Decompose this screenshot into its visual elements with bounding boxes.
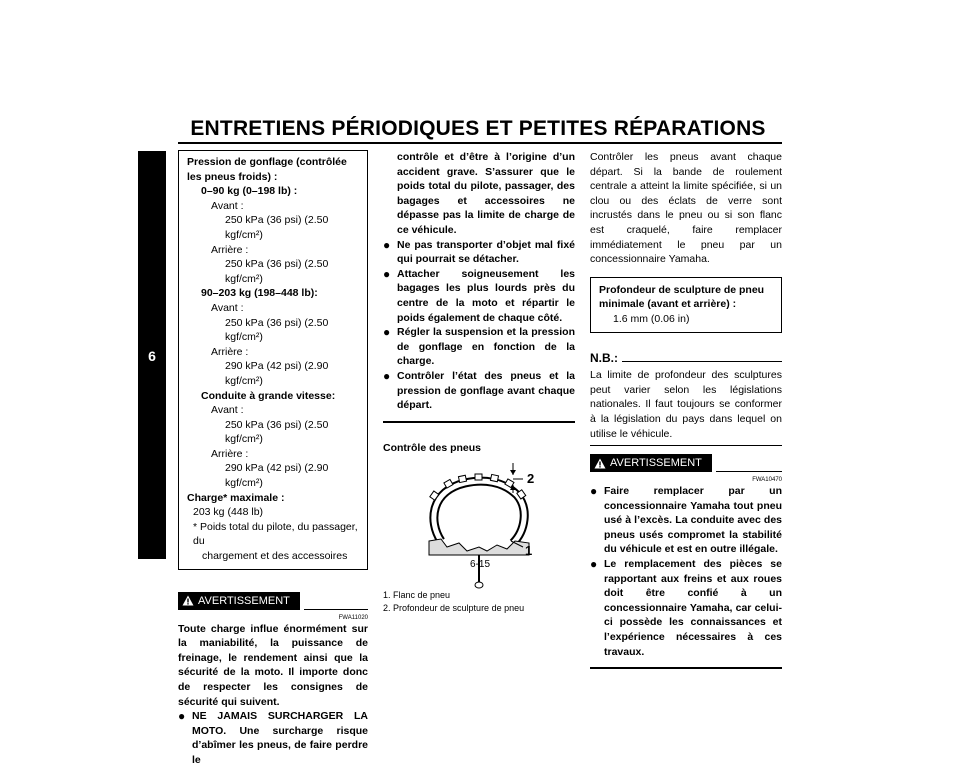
warning-bullet <box>383 238 575 267</box>
column-2 <box>383 150 575 615</box>
warning-end-rule <box>383 421 575 423</box>
range2-rear-label: Arrière : <box>211 345 249 358</box>
warning-bullet <box>383 369 575 413</box>
nb-label: N.B.: <box>590 350 618 365</box>
warning-badge <box>178 592 300 610</box>
warning-rule <box>304 609 368 610</box>
highspeed-rear-value: 290 kPa (42 psi) (2.90 kgf/cm²) <box>225 462 329 490</box>
warning-bullet-text: Le remplacement des pièces se rapportant aux freins et aux roues doit être confié à un concessionnaire Yamaha, car celui-ci possède les connaissances et l’expérience nécessaires à ces travaux. <box>604 558 782 658</box>
nb-text: La limite de profondeur des sculptures peut varier selon les législations nationales. Il faut toujours se conformer à la législation du pays dans lequel on utilise le véhicule. <box>590 369 782 440</box>
nb-rule <box>622 361 782 362</box>
range1-front-value: 250 kPa (36 psi) (2.50 kgf/cm²) <box>225 214 329 241</box>
range1-front-label: Avant : <box>211 199 244 212</box>
highspeed-front-value: 250 kPa (36 psi) (2.50 kgf/cm²) <box>225 418 329 446</box>
warning-bullet-continuation: contrôle et d’être à l’origine d’un accident grave. S’assurer que le poids total du pilote, passager, des bagages et accessoires ne dépasse pas la limite de charge de ce véhicule. <box>397 151 575 236</box>
warning-bullet-text: Attacher soigneusement les bagages les plus lourds près du centre de la moto et répartir le poids également de chaque côté. <box>397 267 575 324</box>
callout-1: 1 <box>525 543 533 559</box>
footnote-line-1: * Poids total du pilote, du passager, du <box>193 520 358 548</box>
page-title: ENTRETIENS PÉRIODIQUES ET PETITES RÉPARATIONS <box>190 117 766 140</box>
bullet-dot-icon: ● <box>590 557 598 572</box>
range1-label: 0–90 kg (0–198 lb) : <box>201 185 298 198</box>
warning-header <box>590 454 782 474</box>
bullet-dot-icon: ● <box>383 266 391 281</box>
figure-caption-1: 1. Flanc de pneu <box>383 590 451 601</box>
tread-depth-spec-box <box>590 277 782 333</box>
bullet-dot-icon: ● <box>383 325 391 340</box>
warning-rule <box>716 471 782 472</box>
tire-check-paragraph: Contrôler les pneus avant chaque départ. Si la bande de roulement centrale a atteint la limite spécifiée, si un clou ou des éclats de verre sont incrustés dans le pneu ou si son flanc est craquelé, faire remplacer immédiatement le pneu par un concessionnaire Yamaha. <box>590 151 782 266</box>
tread-depth-value: 1.6 mm (0.06 in) <box>613 312 690 325</box>
maxload-label: Charge* maximale : <box>187 491 285 504</box>
warning-triangle-icon <box>182 595 194 606</box>
callout-2: 2 <box>527 471 535 487</box>
warning-bullet-text: Contrôler l’état des pneus et la pression de gonflage avant chaque départ. <box>397 369 575 412</box>
bullet-dot-icon: ● <box>178 709 186 724</box>
warning-bullet <box>383 267 575 325</box>
nb-header <box>590 351 782 366</box>
chapter-number: 6 <box>148 348 156 364</box>
spec-heading: Pression de gonflage (contrôlée les pneus froids) : <box>187 156 347 183</box>
warning-header <box>178 592 368 612</box>
warning-badge-label: AVERTISSEMENT <box>610 457 702 470</box>
tire-pressure-spec-box <box>178 150 368 570</box>
bullet-dot-icon: ● <box>383 237 391 252</box>
column-3 <box>590 150 782 669</box>
title-rule <box>178 142 782 144</box>
warning-bullet <box>178 709 368 767</box>
warning-paragraph: Toute charge influe énormément sur la maniabilité, la puissance de freinage, le rendement ainsi que la sécurité de la moto. Il importe donc de respecter les consignes de sécurité qui suivent. <box>178 622 368 708</box>
range1-rear-label: Arrière : <box>211 243 249 256</box>
bullet-dot-icon: ● <box>590 484 598 499</box>
highspeed-rear-label: Arrière : <box>211 447 249 460</box>
warning-bullet <box>383 325 575 369</box>
warning-bullet-text: Régler la suspension et la pression de gonflage en fonction de la charge. <box>397 326 575 368</box>
range1-rear-value: 250 kPa (36 psi) (2.50 kgf/cm²) <box>225 258 329 285</box>
page-number: 6-15 <box>469 559 490 570</box>
warning-bullet-text: Faire remplacer par un concessionnaire Yamaha tout pneu usé à l’excès. La conduite avec des pneus usés compromet la stabilité du véhicule et est en outre illégale. <box>604 485 782 556</box>
warning-bullet-text: Ne pas transporter d’objet mal fixé qui pourrait se détacher. <box>397 238 575 266</box>
tire-check-heading: Contrôle des pneus <box>383 441 482 454</box>
nb-end-rule <box>590 445 782 446</box>
warning-badge <box>590 454 712 472</box>
column-1 <box>178 150 368 768</box>
highspeed-front-label: Avant : <box>211 404 244 417</box>
maxload-value: 203 kg (448 lb) <box>193 506 264 519</box>
warning-bullet-text: NE JAMAIS SURCHARGER LA MOTO. Une surcharge risque d’abîmer les pneus, de faire perdre le <box>192 710 368 766</box>
warning-bullet <box>590 484 782 557</box>
range2-label: 90–203 kg (198–448 lb): <box>201 287 318 300</box>
footnote-line-2: chargement et des accessoires <box>202 550 348 563</box>
range2-front-label: Avant : <box>211 301 244 314</box>
warning-bullet <box>590 557 782 659</box>
warning-code: FWA10470 <box>752 477 782 484</box>
warning-end-rule <box>590 667 782 669</box>
highspeed-label: Conduite à grande vitesse: <box>201 389 336 402</box>
warning-code: FWA11020 <box>338 614 368 621</box>
tread-depth-heading: Profondeur de sculpture de pneu minimale (avant et arrière) : <box>599 283 765 311</box>
range2-front-value: 250 kPa (36 psi) (2.50 kgf/cm²) <box>225 316 329 344</box>
figure-caption-2: 2. Profondeur de sculpture de pneu <box>383 603 525 614</box>
warning-triangle-icon <box>594 458 606 469</box>
range2-rear-value: 290 kPa (42 psi) (2.90 kgf/cm²) <box>225 360 329 387</box>
warning-badge-label: AVERTISSEMENT <box>198 594 290 607</box>
bullet-dot-icon: ● <box>383 368 391 383</box>
